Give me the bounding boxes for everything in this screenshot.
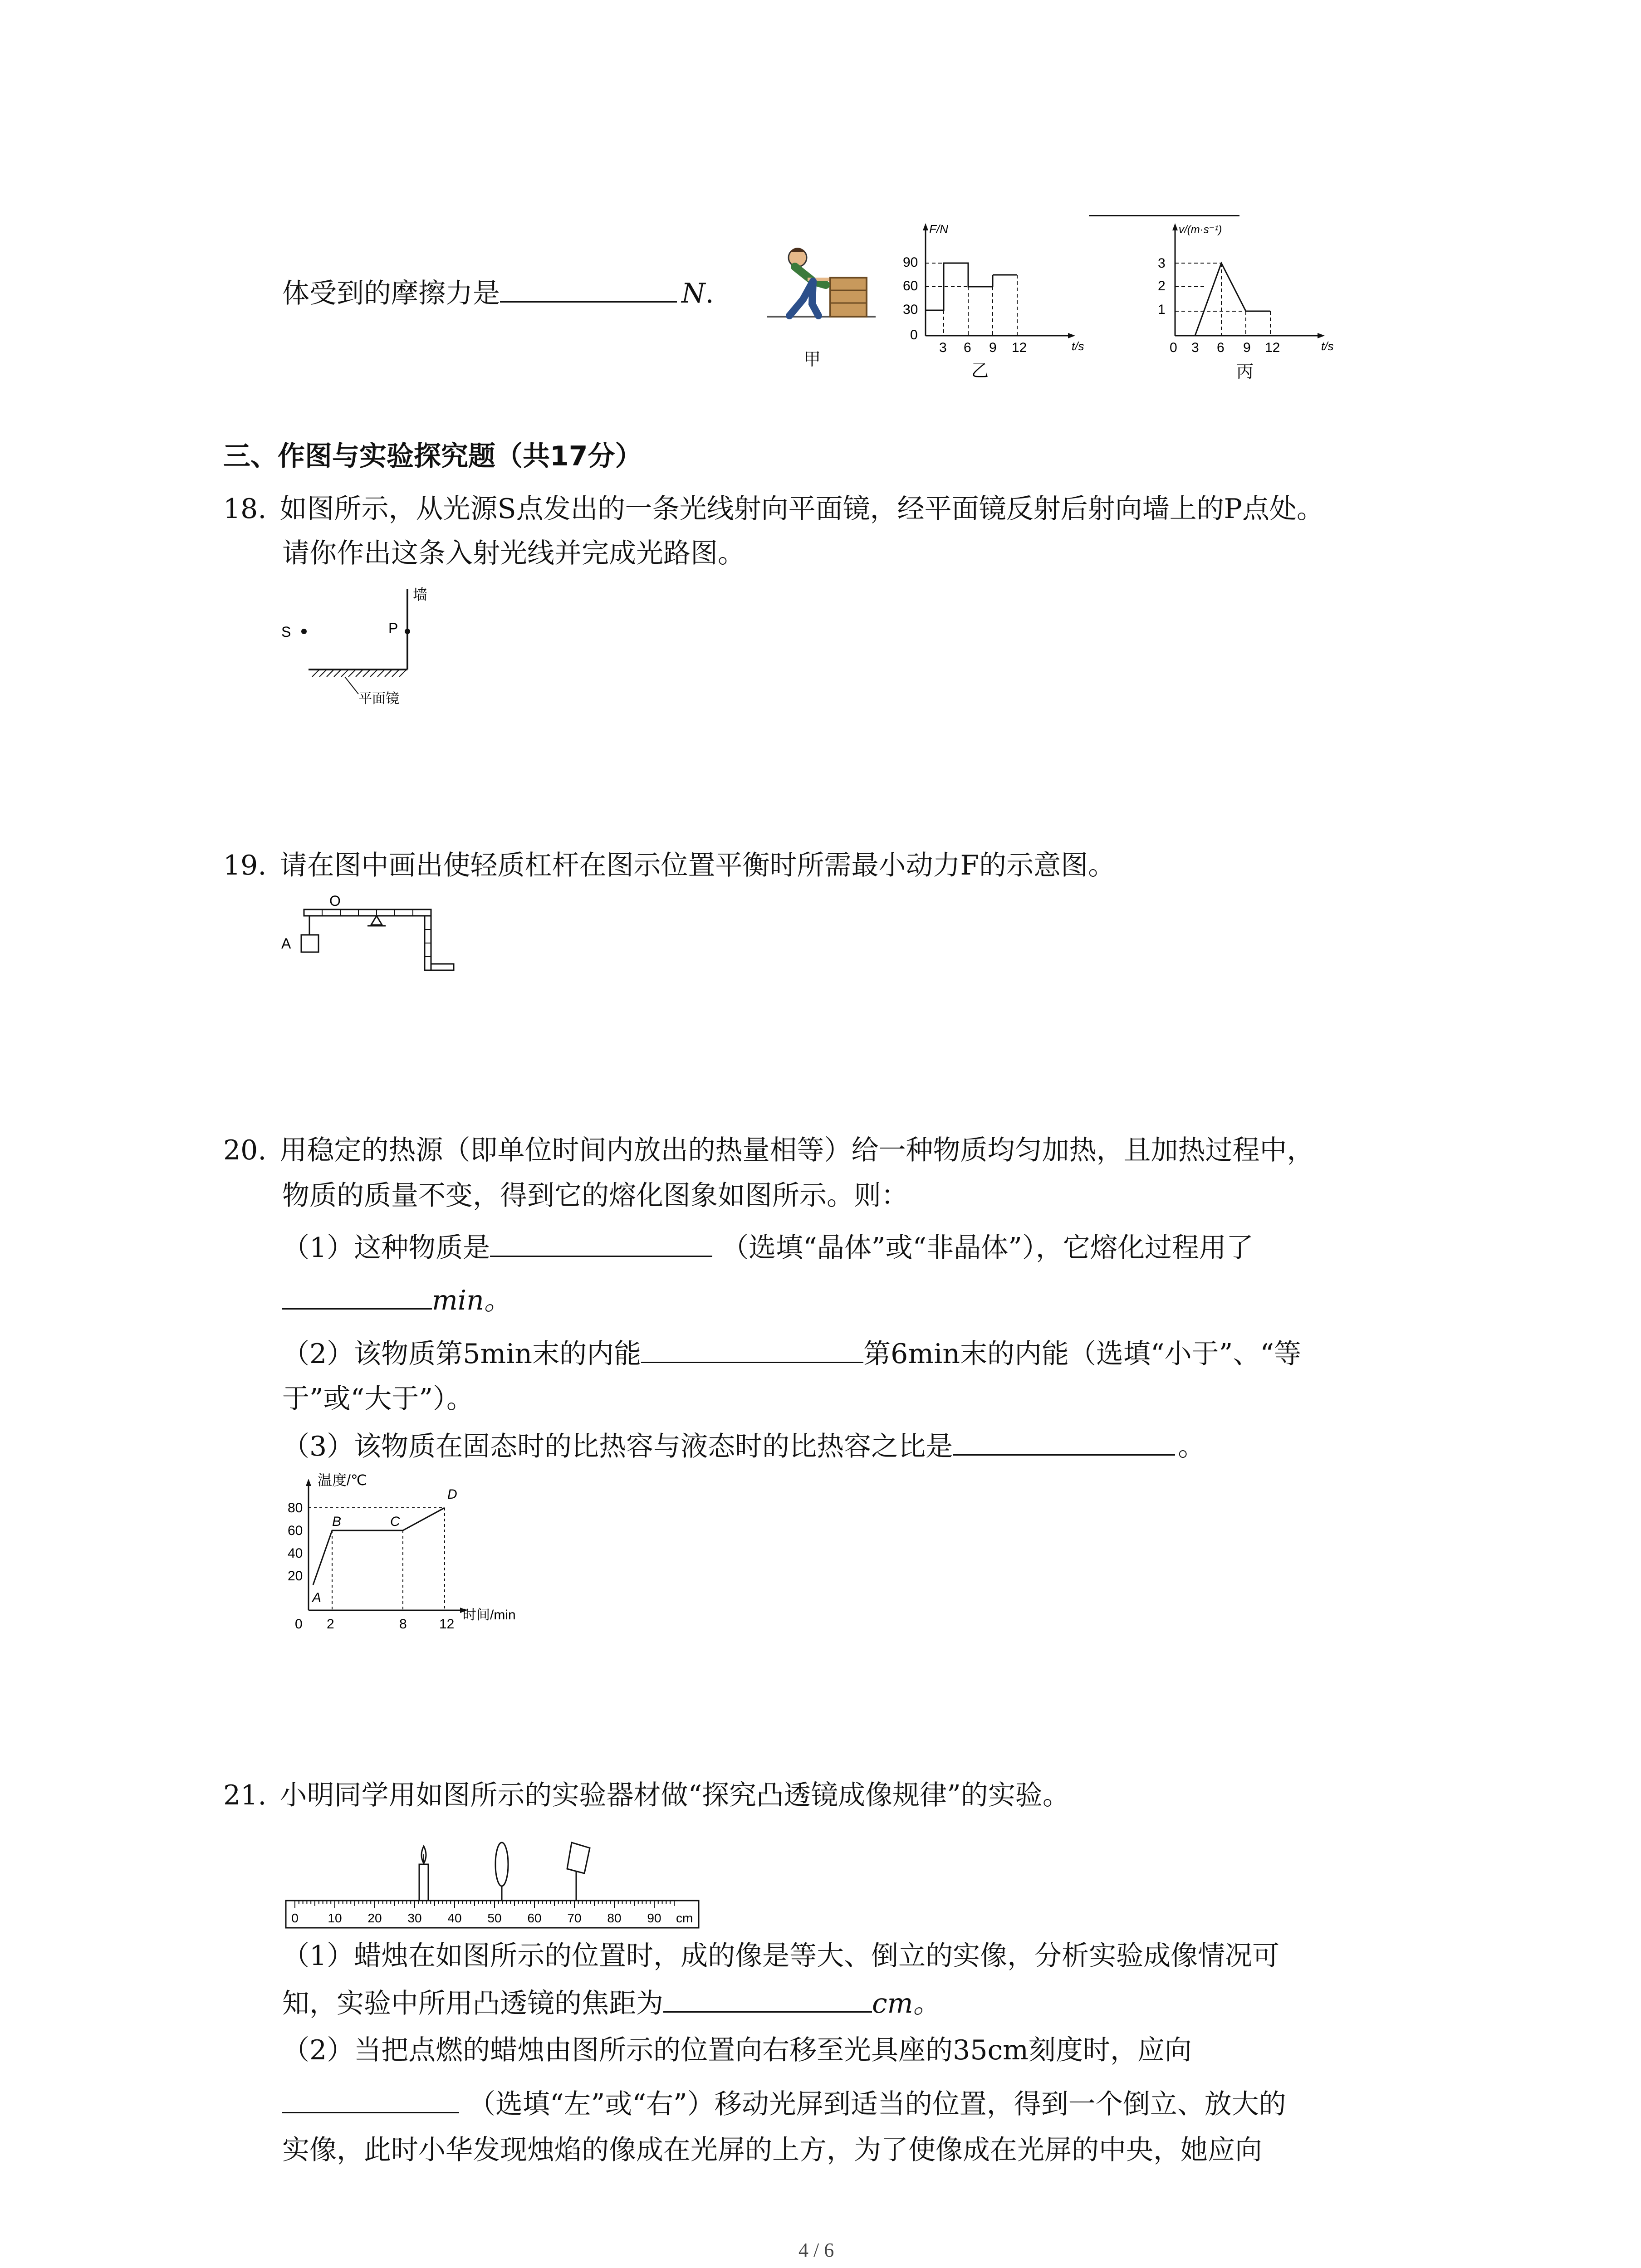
q18-s-label: S [281, 624, 291, 640]
q20-line1 [223, 1132, 1314, 1168]
q21-tick-70: 70 [567, 1911, 582, 1925]
q17-period: . [705, 278, 714, 309]
q17-yi-ytick-30: 30 [903, 302, 918, 317]
q20-xtick-2: 2 [327, 1617, 334, 1632]
q17-bing-xtick-0: 0 [1170, 340, 1177, 355]
q19-line1 [223, 847, 1115, 884]
q20-p2-blank[interactable] [641, 1335, 863, 1363]
q21-part1: （1）蜡烛在如图所示的位置时，成的像是等大、倒立的实像，分析实验成像情况可 [282, 1940, 1280, 1972]
q19-number: 19. [223, 850, 267, 881]
q20-part1 [282, 1229, 1254, 1266]
q20-p3-text-b: 。 [1178, 1431, 1205, 1462]
q21-part2-cont [282, 2086, 1286, 2122]
q20-xtick-8: 8 [399, 1617, 407, 1632]
q17-bing-ytick-1: 1 [1158, 302, 1166, 317]
q18-mirror-figure [277, 581, 467, 717]
q20-ytick-80: 80 [288, 1501, 303, 1515]
q20-graph-xlabel: 时间/min [463, 1608, 516, 1623]
q18-line2: 请你作出这条入射光线并完成光路图。 [282, 538, 745, 569]
q21-optical-bench [281, 1828, 717, 1932]
q17-yi-xlabel: t/s [1072, 339, 1084, 353]
q17-fig-bing-label: 丙 [1236, 362, 1254, 381]
q20-p1-text-a: （1）这种物质是 [282, 1232, 490, 1264]
q20-p2-text-b: 第6min末的内能（选填“小于”、“等 [863, 1338, 1301, 1370]
q17-bing-xlabel: t/s [1321, 339, 1334, 353]
q17-tail-text: 体受到的摩擦力是 [282, 278, 500, 309]
q20-p1-blank-2[interactable] [282, 1282, 432, 1310]
q21-tick-0: 0 [291, 1911, 299, 1925]
q17-yi-ylabel: F/N [929, 222, 948, 236]
q17-yi-xtick-6: 6 [964, 340, 971, 355]
q21-part2: （2）当把点燃的蜡烛由图所示的位置向右移至光具座的35cm刻度时，应向 [282, 2034, 1192, 2066]
q20-p1-blank-1[interactable] [490, 1229, 712, 1257]
q17-bing-ytick-3: 3 [1158, 256, 1166, 271]
q17-bing-xtick-3: 3 [1191, 340, 1199, 355]
q17-bing-ytick-2: 2 [1158, 279, 1166, 293]
q19-o-label: O [329, 893, 341, 909]
q21-line1 [223, 1777, 1070, 1813]
q18-p-label: P [388, 620, 398, 636]
q17-yi-xtick-3: 3 [939, 340, 947, 355]
q20-point-a: A [312, 1590, 322, 1605]
q17-yi-ytick-60: 60 [903, 279, 918, 293]
q20-part2 [282, 1335, 1301, 1372]
q21-p2-text-b: （选填“左”或“右”）移动光屏到适当的位置，得到一个倒立、放大的 [468, 2088, 1286, 2120]
q18-line1 [223, 491, 1324, 527]
q20-melting-graph [281, 1470, 563, 1633]
q20-part2-cont: 于”或“大于”）。 [282, 1383, 474, 1415]
q18-number: 18. [223, 493, 267, 525]
q21-number: 21. [223, 1779, 267, 1811]
q20-p1-text-c: min。 [432, 1285, 511, 1316]
q20-number: 20. [223, 1134, 267, 1166]
q20-xtick-0: 0 [295, 1617, 303, 1632]
q21-ruler-unit: cm [676, 1911, 693, 1925]
q20-graph-ylabel: 温度/℃ [318, 1472, 367, 1488]
q17-tail-line [282, 275, 714, 312]
q20-text-1: 用稳定的热源（即单位时间内放出的热量相等）给一种物质均匀加热，且加热过程中， [279, 1134, 1314, 1166]
q18-wall-label: 墙 [413, 587, 428, 603]
q20-p2-text-a: （2）该物质第5min末的内能 [282, 1338, 642, 1370]
page-number: 4 / 6 [798, 2239, 834, 2261]
q21-part2-line3: 实像，此时小华发现烛焰的像成在光屏的上方，为了使像成在光屏的中央，她应向 [282, 2134, 1262, 2166]
q17-yi-ytick-90: 90 [903, 255, 918, 270]
q17-figure-jia [762, 236, 880, 376]
q19-text-1: 请在图中画出使轻质杠杆在图示位置平衡时所需最小动力F的示意图。 [279, 850, 1116, 881]
q20-part3 [282, 1428, 1205, 1465]
q20-p3-text-a: （3）该物质在固态时的比热容与液态时的比热容之比是 [282, 1431, 953, 1462]
q20-ytick-20: 20 [288, 1569, 303, 1584]
q17-bing-xtick-9: 9 [1243, 340, 1251, 355]
q21-tick-60: 60 [527, 1911, 542, 1925]
q21-p1-text-b: 知，实验中所用凸透镜的焦距为 [282, 1988, 663, 2019]
q17-bing-ylabel: v/(m·s⁻¹) [1179, 224, 1222, 236]
q18-text-1: 如图所示，从光源S点发出的一条光线射向平面镜，经平面镜反射后射向墙上的P点处。 [279, 493, 1324, 525]
q17-bing-topline [1089, 215, 1239, 216]
q21-tick-80: 80 [607, 1911, 622, 1925]
q19-a-label: A [281, 935, 291, 952]
q20-point-c: C [390, 1514, 400, 1529]
q17-yi-ytick-0: 0 [910, 327, 918, 342]
q20-p1-text-b: （选填“晶体”或“非晶体”），它熔化过程用了 [721, 1232, 1254, 1264]
q20-ytick-40: 40 [288, 1546, 303, 1561]
q20-p3-blank[interactable] [953, 1428, 1175, 1456]
q20-point-d: D [447, 1487, 457, 1502]
q21-tick-40: 40 [447, 1911, 462, 1925]
q17-yi-xtick-12: 12 [1012, 340, 1027, 355]
q21-tick-20: 20 [367, 1911, 382, 1925]
q21-tick-90: 90 [647, 1911, 661, 1925]
q17-fig-yi-label: 乙 [971, 362, 989, 381]
q21-tick-50: 50 [487, 1911, 502, 1925]
q17-bing-xtick-6: 6 [1217, 340, 1225, 355]
q20-part1-cont [282, 1282, 511, 1319]
q21-text-1: 小明同学用如图所示的实验器材做“探究凸透镜成像规律”的实验。 [279, 1779, 1070, 1811]
q21-part1-cont [282, 1985, 941, 2022]
q21-p1-text-c: cm。 [872, 1988, 941, 2019]
q17-graph-yi [889, 218, 1089, 381]
q20-ytick-60: 60 [288, 1523, 303, 1538]
q17-unit: N [681, 278, 705, 309]
q21-p1-blank[interactable] [663, 1985, 872, 2013]
q17-bing-xtick-12: 12 [1265, 340, 1280, 355]
q21-tick-30: 30 [407, 1911, 422, 1925]
q21-p2-blank[interactable] [282, 2086, 459, 2113]
q21-tick-10: 10 [328, 1911, 342, 1925]
q20-xtick-12: 12 [439, 1617, 455, 1632]
q20-line2: 物质的质量不变，得到它的熔化图象如图所示。则： [282, 1180, 908, 1212]
q17-answer-blank[interactable] [500, 275, 677, 303]
q17-fig-jia-label: 甲 [803, 350, 821, 369]
q17-yi-xtick-9: 9 [989, 340, 997, 355]
q20-point-b: B [332, 1514, 342, 1529]
q19-lever-figure [277, 891, 467, 996]
q17-graph-bing [1148, 218, 1347, 381]
q18-mirror-label: 平面镜 [358, 691, 399, 706]
section-3-title: 三、作图与实验探究题（共17分） [223, 440, 642, 472]
